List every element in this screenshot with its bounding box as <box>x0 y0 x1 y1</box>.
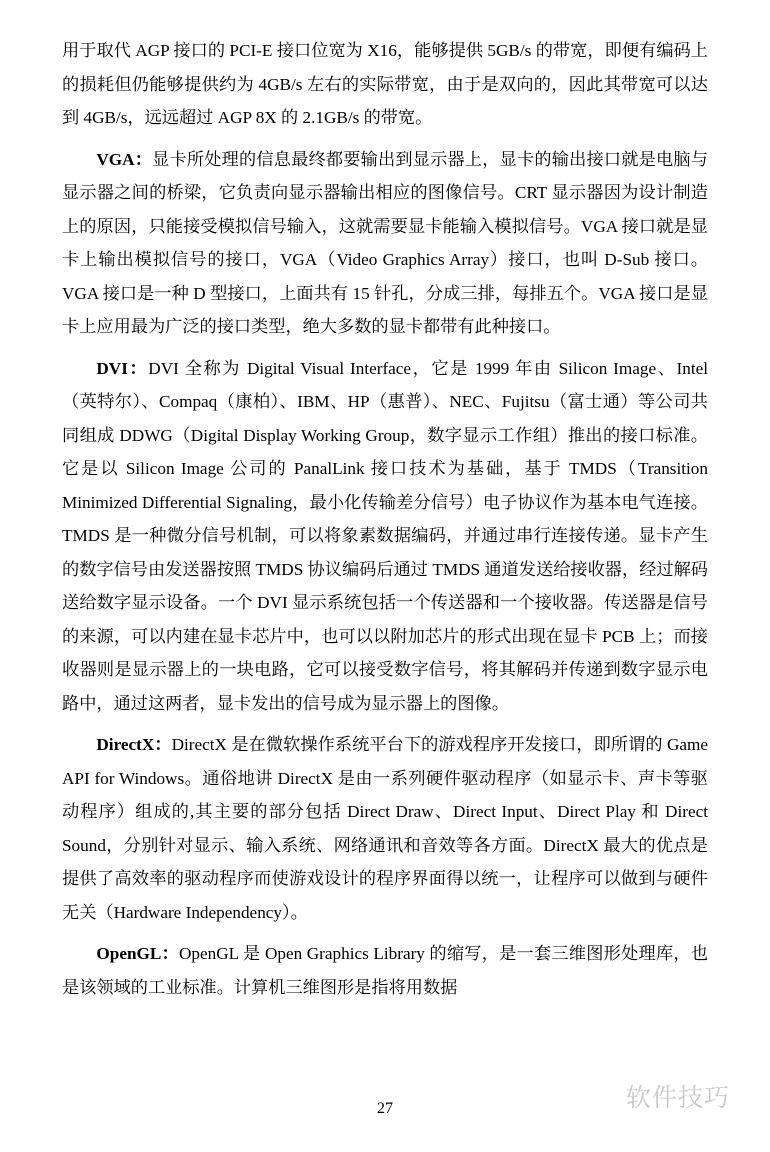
paragraph-agp-pcie <box>62 34 708 135</box>
term-dvi: DVI： <box>96 358 149 378</box>
watermark-fade-overlay <box>470 1010 660 1036</box>
paragraph-opengl <box>62 937 708 1004</box>
term-opengl: OpenGL： <box>96 944 180 963</box>
term-directx: DirectX： <box>96 735 172 754</box>
paragraph-vga <box>62 143 708 344</box>
paragraph-text: DVI 全称为 Digital Visual Interface，它是 1999 年由 Silicon Image、Intel（英特尔）、Compaq（康柏）、IBM、HP（惠普）、NEC、Fujitsu（富士通）等公司共同组成 DDWG（Digital Display Working Group，数字显示工作组）推出的接口标准。它是以 Silicon Image 公司的 PanalLink 接口技术为基础，基于 TMDS（Transition Minimized Differential Signaling，最小化传输差分信号）电子协议作为基本电气连接。TMDS 是一种微分信号机制，可以将象素数据编码，并通过串行连接传递。显卡产生的数字信号由发送器按照 TMDS 协议编码后通过 TMDS 通道发送给接收器，经过解码送给数字显示设备。一个 DVI 显示系统包括一个传送器和一个接收器。传送器是信号的来源，可以内建在显卡芯片中，也可以以附加芯片的形式出现在显卡 PCB 上；而接收器则是显示器上的一块电路，它可以接受数字信号，将其解码并传递到数字显示电路中，通过这两者，显卡发出的信号成为显示器上的图像。 <box>62 358 708 713</box>
term-vga: VGA： <box>96 149 153 169</box>
paragraph-text: DirectX 是在微软操作系统平台下的游戏程序开发接口，即所谓的 Game API for Windows。通俗地讲 DirectX 是由一系列硬件驱动程序（如显示卡、声卡等驱动程序）组成的,其主要的部分包括 Direct Draw、Direct Input、Direct Play 和 Direct Sound，分别针对显示、输入系统、网络通讯和音效等各方面。DirectX 最大的优点是提供了高效率的驱动程序而使游戏设计的程序界面得以统一，让程序可以做到与硬件无关（Hardware Independency）。 <box>62 735 708 922</box>
paragraph-dvi <box>62 352 708 721</box>
watermark-label: 软件技巧 <box>625 1084 730 1112</box>
page-body <box>62 34 708 1004</box>
page-number: 27 <box>377 1100 393 1117</box>
paragraph-text: 显卡所处理的信息最终都要输出到显示器上，显卡的输出接口就是电脑与显示器之间的桥梁，它负责向显示器输出相应的图像信号。CRT 显示器因为设计制造上的原因，只能接受模拟信号输入，这就需要显卡能输入模拟信号。VGA 接口就是显卡上输出模拟信号的接口，VGA（Video Graphics Array）接口，也叫 D-Sub 接口。VGA 接口是一种 D 型接口，上面共有 15 针孔，分成三排，每排五个。VGA 接口是显卡上应用最为广泛的接口类型，绝大多数的显卡都带有此种接口。 <box>62 149 708 336</box>
paragraph-directx <box>62 728 708 929</box>
paragraph-text: 用于取代 AGP 接口的 PCI-E 接口位宽为 X16，能够提供 5GB/s 的带宽，即便有编码上的损耗但仍能够提供约为 4GB/s 左右的实际带宽，由于是双向的，因此其带宽可以达到 4GB/s，远远超过 AGP 8X 的 2.1GB/s 的带宽。 <box>62 41 708 127</box>
paragraph-text: OpenGL 是 Open Graphics Library 的缩写，是一套三维图形处理库，也是该领域的工业标准。计算机三维图形是指将用数据 <box>62 944 708 997</box>
